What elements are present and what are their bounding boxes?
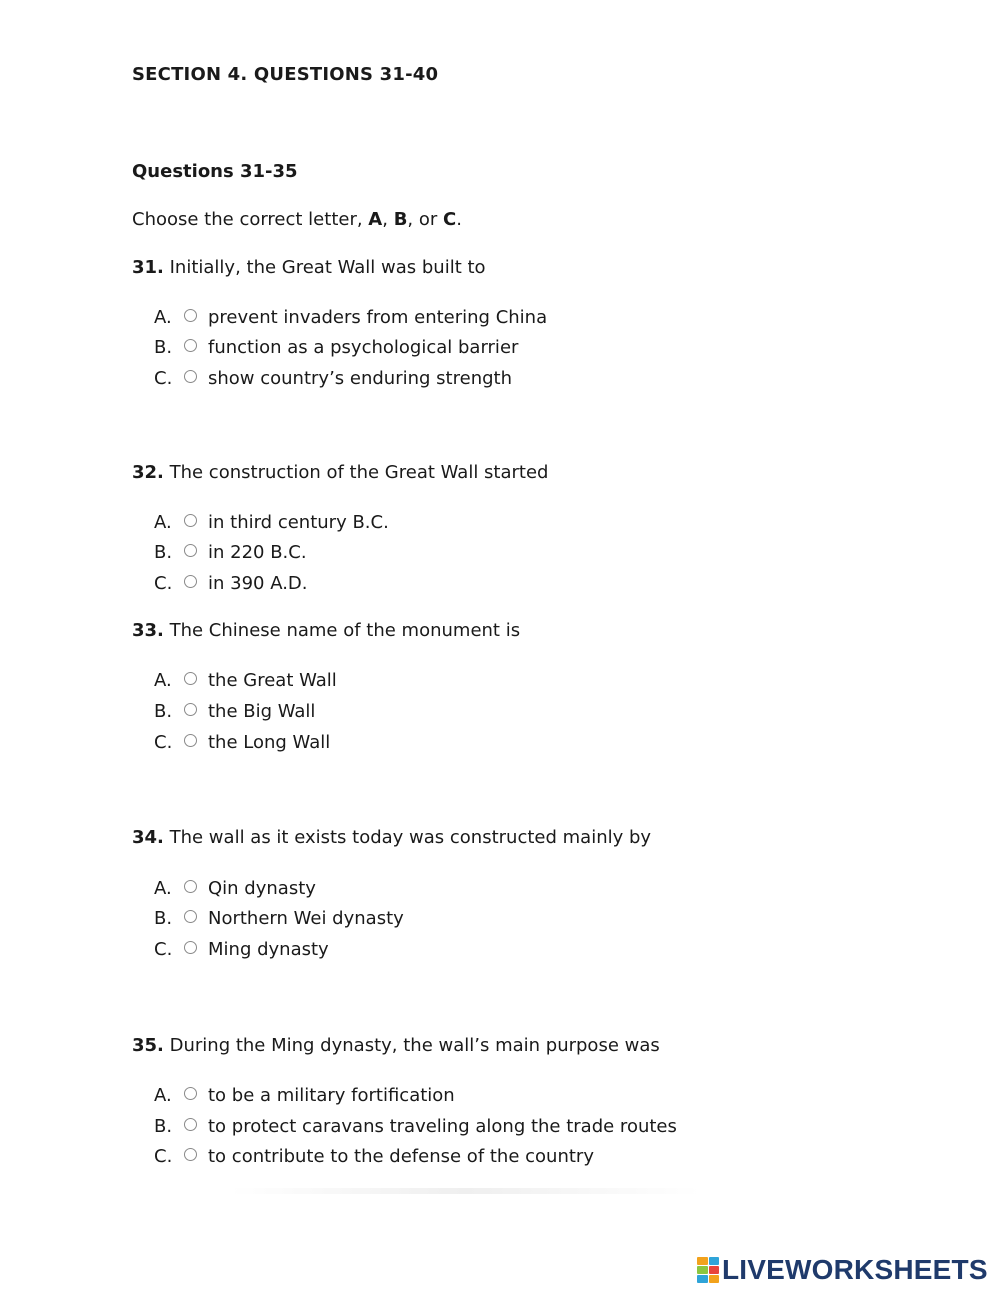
- question-31-option-a[interactable]: [154, 305, 547, 329]
- radio-button[interactable]: [184, 703, 197, 716]
- radio-button[interactable]: [184, 880, 197, 893]
- option-text: the Great Wall: [208, 669, 337, 691]
- option-letter: A.: [154, 877, 172, 899]
- option-letter: B.: [154, 541, 173, 563]
- radio-button[interactable]: [184, 370, 197, 383]
- radio-button[interactable]: [184, 734, 197, 747]
- logo-text: LIVEWORKSHEETS: [722, 1254, 988, 1285]
- option-letter: A.: [154, 1084, 172, 1106]
- radio-button[interactable]: [184, 941, 197, 954]
- question-32-option-c[interactable]: [154, 571, 308, 595]
- option-text: in 390 A.D.: [208, 572, 308, 594]
- question-34-option-b[interactable]: [154, 906, 404, 930]
- question-31-option-b[interactable]: [154, 335, 518, 359]
- question-text: The wall as it exists today was constructed mainly by: [163, 827, 652, 848]
- question-31: [132, 257, 486, 278]
- radio-button[interactable]: [184, 1118, 197, 1131]
- question-35-option-b[interactable]: [154, 1114, 677, 1138]
- option-text: Ming dynasty: [208, 938, 329, 960]
- radio-button[interactable]: [184, 910, 197, 923]
- question-34: [132, 827, 651, 848]
- option-letter: C.: [154, 367, 173, 389]
- option-letter: B.: [154, 1115, 173, 1137]
- question-33-option-a[interactable]: [154, 668, 337, 692]
- question-number: 33.: [132, 620, 164, 641]
- divider: [230, 1188, 700, 1194]
- question-35-option-c[interactable]: [154, 1144, 594, 1168]
- liveworksheets-logo-icon: [697, 1257, 719, 1283]
- option-letter: B.: [154, 700, 173, 722]
- instruction-text: [132, 209, 462, 230]
- option-letter: C.: [154, 938, 173, 960]
- radio-button[interactable]: [184, 309, 197, 322]
- radio-button[interactable]: [184, 544, 197, 557]
- instruction-letter-a: A: [368, 209, 383, 230]
- radio-button[interactable]: [184, 575, 197, 588]
- question-32-option-a[interactable]: [154, 510, 389, 534]
- option-letter: A.: [154, 306, 172, 328]
- question-31-option-c[interactable]: [154, 366, 512, 390]
- option-letter: C.: [154, 1145, 173, 1167]
- question-text: The construction of the Great Wall started: [163, 462, 549, 483]
- instruction-suffix: .: [456, 209, 462, 230]
- option-text: the Long Wall: [208, 731, 331, 753]
- questions-group-title: Questions 31-35: [132, 161, 298, 182]
- question-text: During the Ming dynasty, the wall’s main purpose was: [163, 1035, 660, 1056]
- radio-button[interactable]: [184, 1148, 197, 1161]
- question-33-option-c[interactable]: [154, 730, 330, 754]
- option-text: function as a psychological barrier: [208, 336, 519, 358]
- option-text: to contribute to the defense of the country: [208, 1145, 594, 1167]
- option-text: the Big Wall: [208, 700, 316, 722]
- liveworksheets-logo: [697, 1254, 988, 1286]
- question-33-option-b[interactable]: [154, 699, 315, 723]
- option-letter: A.: [154, 511, 172, 533]
- option-text: prevent invaders from entering China: [208, 306, 548, 328]
- question-34-option-a[interactable]: [154, 876, 316, 900]
- question-35-option-a[interactable]: [154, 1083, 455, 1107]
- question-number: 31.: [132, 257, 164, 278]
- question-number: 35.: [132, 1035, 164, 1056]
- instruction-prefix: Choose the correct letter,: [132, 209, 369, 230]
- instruction-sep: ,: [382, 209, 394, 230]
- question-32: [132, 462, 548, 483]
- option-text: to be a military fortification: [208, 1084, 455, 1106]
- question-32-option-b[interactable]: [154, 540, 307, 564]
- option-letter: B.: [154, 336, 173, 358]
- question-number: 34.: [132, 827, 164, 848]
- question-text: Initially, the Great Wall was built to: [163, 257, 486, 278]
- radio-button[interactable]: [184, 1087, 197, 1100]
- instruction-sep: , or: [407, 209, 443, 230]
- question-text: The Chinese name of the monument is: [163, 620, 521, 641]
- option-letter: C.: [154, 731, 173, 753]
- option-letter: B.: [154, 907, 173, 929]
- option-text: in 220 B.C.: [208, 541, 307, 563]
- question-33: [132, 620, 520, 641]
- question-35: [132, 1035, 660, 1056]
- option-text: Qin dynasty: [208, 877, 316, 899]
- radio-button[interactable]: [184, 672, 197, 685]
- option-text: Northern Wei dynasty: [208, 907, 404, 929]
- instruction-letter-c: C: [443, 209, 457, 230]
- instruction-letter-b: B: [393, 209, 408, 230]
- section-title: SECTION 4. QUESTIONS 31-40: [132, 64, 439, 85]
- question-34-option-c[interactable]: [154, 937, 329, 961]
- option-text: show country’s enduring strength: [208, 367, 512, 389]
- option-text: to protect caravans traveling along the trade routes: [208, 1115, 677, 1137]
- option-letter: A.: [154, 669, 172, 691]
- option-text: in third century B.C.: [208, 511, 389, 533]
- option-letter: C.: [154, 572, 173, 594]
- radio-button[interactable]: [184, 514, 197, 527]
- radio-button[interactable]: [184, 339, 197, 352]
- question-number: 32.: [132, 462, 164, 483]
